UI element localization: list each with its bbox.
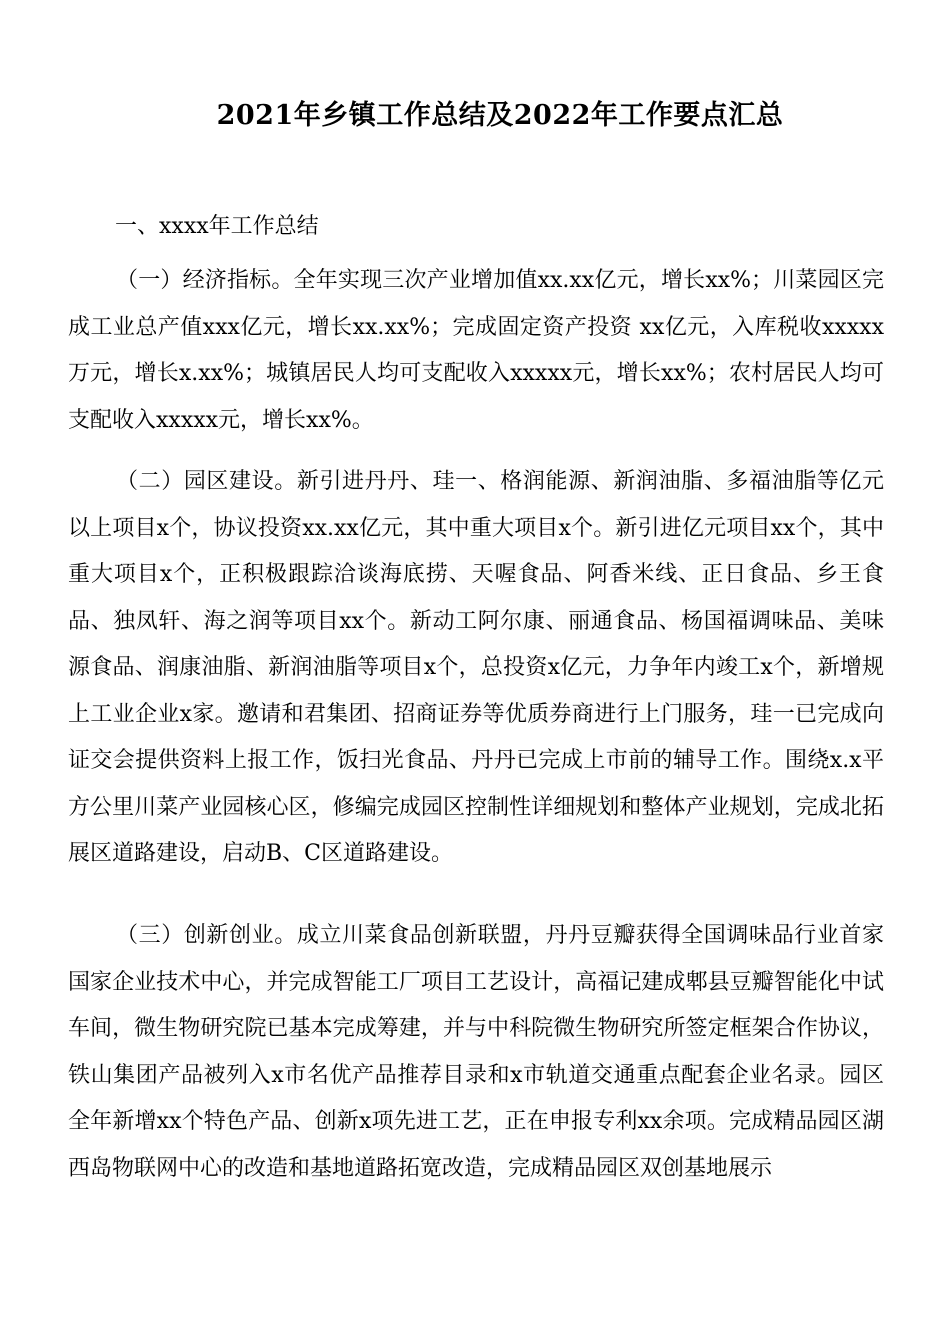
section-heading: 一、xxxx年工作总结 — [115, 214, 319, 239]
paragraph-economic-indicators: （一）经济指标。全年实现三次产业增加值xx.xx亿元，增长xx%；川菜园区完成工业总产值xxx亿元，增长xx.xx%；完成固定资产投资 xx亿元，入库税收xxxxx万元，增长x.xx%；城镇居民人均可支配收入xxxxx元，增长xx%；农村居民人均可支配收入xxxxx元，增长xx%。 — [68, 268, 884, 433]
paragraph-park-construction: （二）园区建设。新引进丹丹、珪一、格润能源、新润油脂、多福油脂等亿元以上项目x个，协议投资xx.xx亿元，其中重大项目x个。新引进亿元项目xx个，其中重大项目x个，正积极跟踪洽谈海底捞、天喔食品、阿香米线、正日食品、乡王食品、独凤轩、海之润等项目xx个。新动工阿尔康、丽通食品、杨国福调味品、美味源食品、润康油脂、新润油脂等项目x个，总投资x亿元，力争年内竣工x个，新增规上工业企业x家。邀请和君集团、招商证券等优质券商进行上门服务，珪一已完成向证交会提供资料上报工作，饭扫光食品、丹丹已完成上市前的辅导工作。围绕x.x平方公里川菜产业园核心区，修编完成园区控制性详细规划和整体产业规划，完成北拓展区道路建设，启动B、C区道路建设。 — [68, 469, 884, 866]
paragraph-innovation: （三）创新创业。成立川菜食品创新联盟，丹丹豆瓣获得全国调味品行业首家国家企业技术中心，并完成智能工厂项目工艺设计，高福记建成郫县豆瓣智能化中试车间，微生物研究院已基本完成筹建，并与中科院微生物研究所签定框架合作协议，铁山集团产品被列入x市名优产品推荐目录和x市轨道交通重点配套企业名录。园区全年新增xx个特色产品、创新x项先进工艺，正在申报专利xx余项。完成精品园区湖西岛物联网中心的改造和基地道路拓宽改造，完成精品园区双创基地展示 — [68, 923, 884, 1181]
document-title: 2021年乡镇工作总结及2022年工作要点汇总 — [216, 100, 784, 131]
